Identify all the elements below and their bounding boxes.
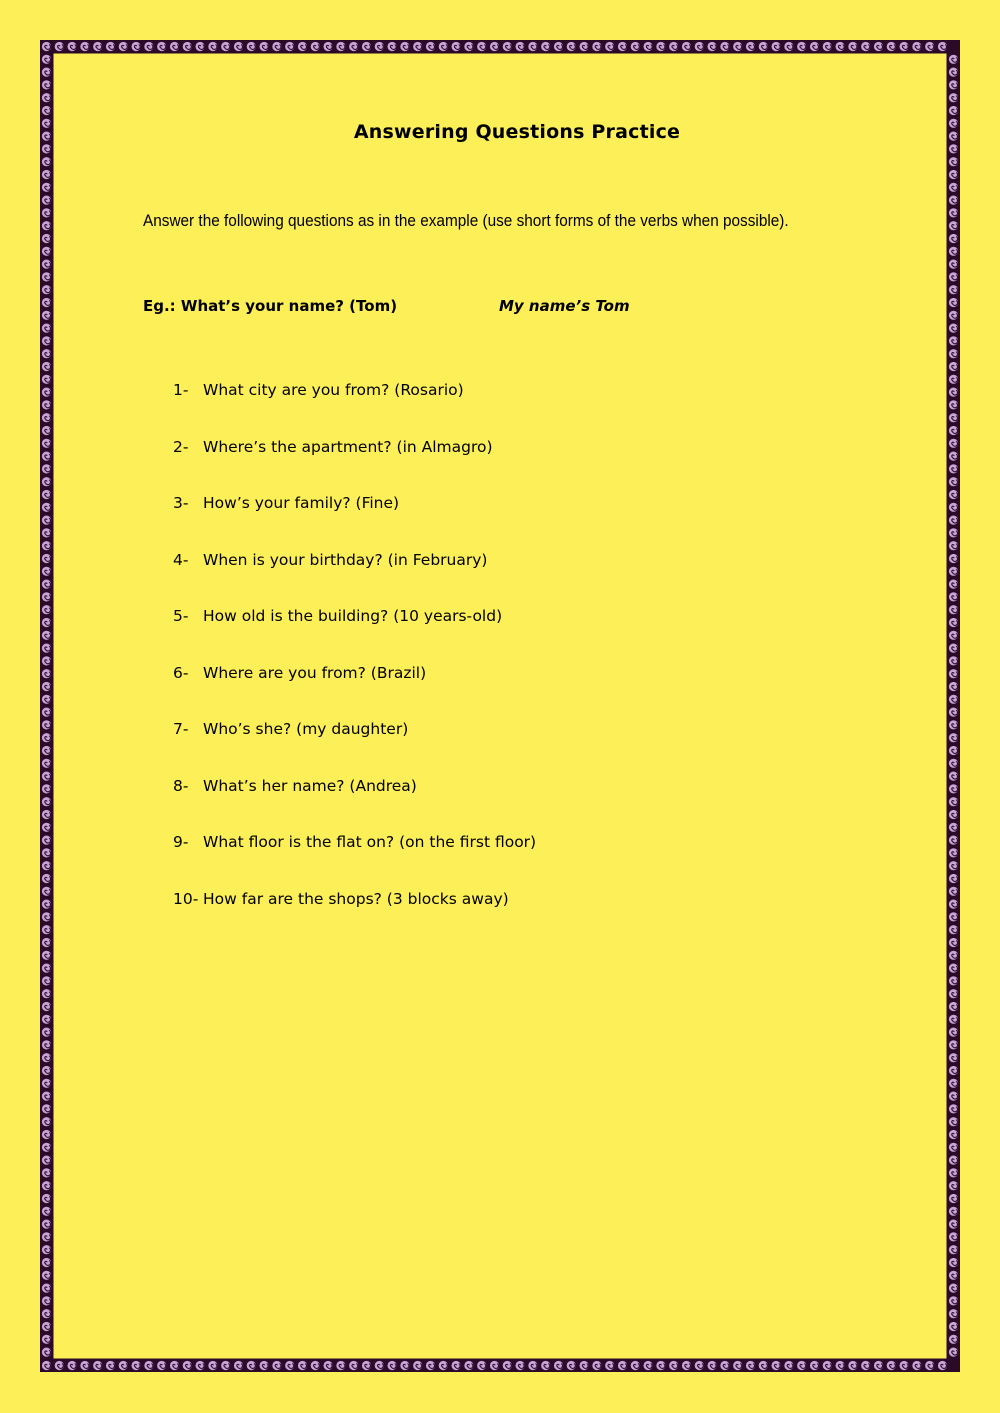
question-text: What’s her name? (Andrea) [203,776,417,795]
question-number: 10- [173,889,199,908]
question-number: 5- [173,607,189,625]
question-number: 8- [173,776,189,795]
question-text: How old is the building? (10 years-old) [203,607,503,625]
question-text: How far are the shops? (3 blocks away) [203,889,509,908]
example-question: Eg.: What’s your name? (Tom) [143,297,398,315]
question-text: What floor is the flat on? (on the first floor) [203,833,537,851]
question-number: 9- [173,833,189,851]
example-answer: My name’s Tom [499,297,630,315]
question-text: Where are you from? (Brazil) [203,663,427,682]
example-row [143,297,843,321]
question-text: How’s your family? (Fine) [203,494,400,512]
question-number: 3- [173,494,189,512]
question-number: 7- [173,720,189,738]
question-text: When is your birthday? (in February) [203,550,488,569]
worksheet-instructions: Answer the following questions as in the example (use short forms of the verbs when possible). [143,212,789,230]
question-text: Who’s she? (my daughter) [203,720,409,738]
worksheet-title: Answering Questions Practice [353,121,681,143]
question-number: 2- [173,437,189,456]
question-number: 6- [173,663,189,682]
question-number: 1- [173,381,189,399]
question-text: What city are you from? (Rosario) [203,381,464,399]
question-text: Where’s the apartment? (in Almagro) [203,437,493,456]
swirl-border-icon [40,40,960,1372]
decorative-swirl-border [40,40,960,1372]
question-number: 4- [173,550,189,569]
